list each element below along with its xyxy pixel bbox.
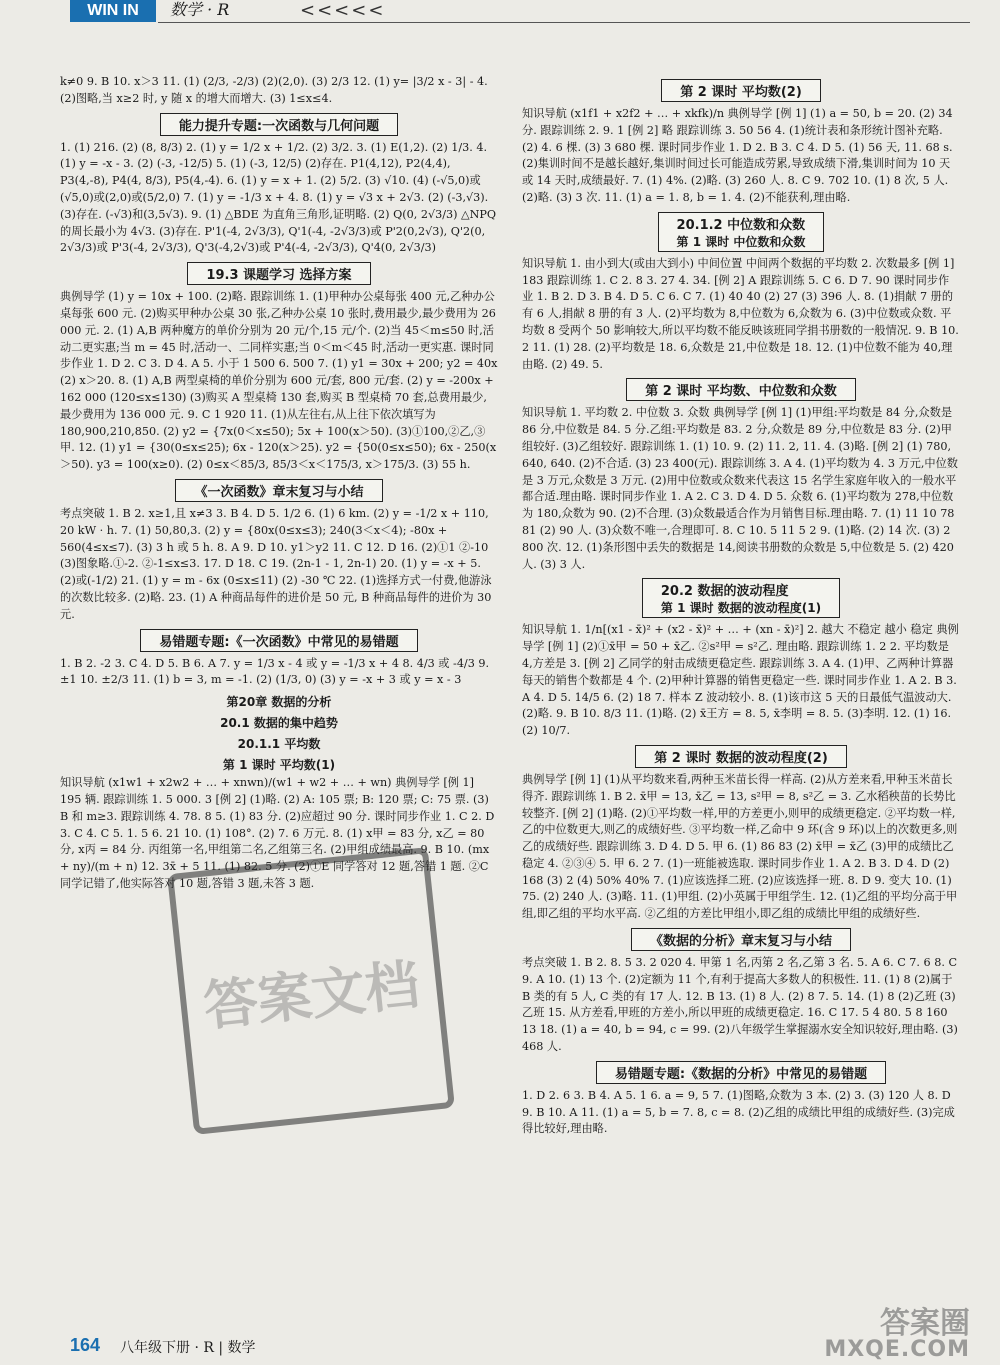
series-logo: WIN IN xyxy=(70,0,156,22)
section-title xyxy=(140,629,417,652)
chapter-heading: 20.1.1 平均数 xyxy=(237,737,321,752)
section-title xyxy=(661,79,821,102)
chapter-heading: 第 1 课时 平均数(1) xyxy=(222,758,336,773)
page-number: 164 xyxy=(70,1335,101,1355)
section-title-text: 易错题专题:《一次函数》中常见的易错题 xyxy=(159,634,399,650)
section-title-text: 易错题专题:《数据的分析》中常见的易错题 xyxy=(614,1066,868,1082)
section-title-text: 20.2 数据的波动程度 xyxy=(660,584,789,600)
answer-paragraph: k≠0 9. B 10. x＞3 11. (1) (2/3, -2/3) (2)(2,0). (3) 2/3 12. (1) y= |3/2 x - 3| - 4. (2)图略,当 x≥2 时, y 随 x 的增大而增大. (3) 1≤x≤4. xyxy=(60,75,488,105)
watermark-stamp: 答案文档 xyxy=(167,847,455,1135)
section-title-text: 第 2 课时 平均数(2) xyxy=(680,85,802,100)
section-subtitle: 第 1 课时 中位数和众数 xyxy=(676,234,806,249)
chevron-decoration-icon: <<<<< xyxy=(300,0,386,21)
section-title xyxy=(626,378,856,401)
section-title-text: 第 2 课时 数据的波动程度(2) xyxy=(654,750,828,766)
header-rule xyxy=(158,22,970,23)
section-title xyxy=(160,113,398,136)
subject-label: 数学 · R xyxy=(170,0,230,19)
section-title xyxy=(596,1061,886,1084)
section-title-text: 第 2 课时 平均数、中位数和众数 xyxy=(645,384,837,400)
section-title xyxy=(658,212,825,252)
answer-paragraph: 考点突破 1. B 2. 8. 5 3. 2 020 4. 甲第 1 名,丙第 2 名,乙第 3 名. 5. A 6. C 7. 6 8. C 9. A 10. (1) 13 个. (2)定额为 11 个,有利于提高大多数人的积极性. 11. (1) 8 (2)属于 B 类的有 5 人, C 类的有 17 人. 12. B 13. (1) 8 人. (2) 8 7. 5. 14. (1) 8 (2)乙班 (3)乙班 15. 从方差看,甲班的方差小,所以甲班的成绩更稳定. 16. C 17. 5 4 80. 5 8 160 13 18. (1) a = 40, b = 94, c = 99. (2)八年级学生掌握溺水安全知识较好,理由略. (3) 468 人. xyxy=(522,956,958,1054)
chapter-heading: 20.1 数据的集中趋势 xyxy=(220,716,338,731)
right-column xyxy=(522,74,960,1304)
watermark-cn: 答案圈 xyxy=(880,1306,970,1341)
answer-paragraph: 1. (1) 216. (2) (8, 8/3) 2. (1) y = 1/2 x + 1/2. (2) 3/2. 3. (1) E(1,2). (2) 1/3. 4. (1) y = -x - 3. (2) (-3, -12/5) 5. (1) (-3, 12/5) (2)存在. P1(4,12), P2(4,4), P3(4,-8), P4(4, 8/3), P5(4,-4). 6. (1) y = x + 1. (2) 5/2. (3) √10. (4) (-√5,0)或(√5,0)或(2,0)或(5/2,0) 7. (1) y = -1/3 x + 4. 8. (1) y = √3 x + 2√3. (2) (-3,√3). (3)存在. (-√3)和(3,5√3). 9. (1) △BDE 为直角三角形,证明略. (2) Q(0, 2√3/3) △NPQ 的周长最小为 4√3. (3)存在. P'1(-4, 2√3/3), Q'1(-4, -2√3/3)或 P'2(0,2√3), Q'2(0, 2√3/3)或 P'3(-4, 2√3/3), Q'3(-4,2√3)或 P'4(-4, -2√3/3), Q'4(0, 2√3/3) xyxy=(60,140,497,255)
answer-paragraph: 知识导航 1. 1/n[(x1 - x̄)² + (x2 - x̄)² + … + (xn - x̄)²] 2. 越大 不稳定 越小 稳定 典例导学 [例 1] (2)①x̄甲 = 50 + x̄乙. ②s²甲 = s²乙. 理由略. 跟踪训练 1. 2 2. 平均数是 4,方差是 3. [例 2] 乙同学的射击成绩更稳定些. 跟踪训练 3. A 4. (1)甲、乙两种计算器每天的销售个数都是 4 个. (2)甲种计算器的销售更稳定一些. 课时同步作业 1. A 2. B 3. A 4. D 5. 14/5 6. (2) 18 7. 样本 Z 波动较小. 8. (1)该市这 5 天的日最低气温波动大. (2)略. 9. B 10. 8/3 11. (1)略. (2) x̄王方 = 8. 5, x̄李明 = 8. 5. (3)李明. 12. (1) 16. (2) 10/7. xyxy=(522,623,959,738)
answer-paragraph: 考点突破 1. B 2. x≥1,且 x≠3 3. B 4. D 5. 1/2 6. (1) 6 km. (2) y = -1/2 x + 110, 20 kW · h. 7. (1) 50,80,3. (2) y = {80x(0≤x≤3); 240(3＜x＜4); -80x + 560(4≤x≤7). (3) 3 h 或 5 h. 8. A 9. D 10. y1＞y2 11. C 12. D 16. (2)①1 ②-10 (3)图象略.①-2. ②-1≤x≤3. 17. D 18. C 19. (2n-1 - 1, 2n-1) 20. (1) y = -x + 5. (2)或(-1/2) 21. (1) y = m - 6x (0≤x≤11) (2) -30 ℃ 22. (1)选择方式一付费,他游泳的次数比较多. (2)略. 23. (1) A 种商品每件的进价是 50 元, B 种商品每件的进价为 30 元. xyxy=(60,506,492,621)
answer-paragraph: 典例导学 (1) y = 10x + 100. (2)略. 跟踪训练 1. (1)甲种办公桌每张 400 元,乙种办公桌每张 600 元. (2)购买甲种办公桌 30 张,乙种办公桌 10 张时,费用最少,最少费用为 26 000 元. 2. (1) A,B 两种魔方的单价分别为 20 元/个,15 元/个. (2)当 45＜m≤50 时,活动二更实惠;当 m = 45 时,活动一、二同样实惠;当 0＜m＜45 时,活动一更实惠. 课时同步作业 1. D 2. C 3. D 4. A 5. 小于 1 500 6. 500 7. (1) y1 = 30x + 200; y2 = 40x (2) x＞20. 8. (1) A,B 两型桌椅的单价分别为 600 元/套, 800 元/套. (2) y = -200x + 162 000 (120≤x≤130) (3)购买 A 型桌椅 130 套,购买 B 型桌椅 70 套,总费用最少,最少费用为 136 000 元. 9. C 1 920 11. (1)从左往右,从上往下依次填写为 180,900,210,850. (2) y2 = {7x(0＜x≤50); 5x + 100(x＞50). (3)①100,②乙,③甲. 12. (1) y1 = {30(0≤x≤25); 6x - 120(x＞25). y2 = {50(0≤x≤50); 6x - 250(x＞50). y3 = 100(x≥0). (2) 0≤x＜85/3, 85/3＜x＜175/3, x＞175/3. (3) 55 h. xyxy=(60,290,498,472)
chapter-heading: 第20章 数据的分析 xyxy=(226,695,332,710)
answer-paragraph: 知识导航 (x1f1 + x2f2 + … + xkfk)/n 典例导学 [例 1] (1) a = 50, b = 20. (2) 34 分. 跟踪训练 2. 9. 1 [例 2] 略 跟踪训练 3. 50 56 4. (1)统计表和条形统计图补充略. (2) 4. 6 棵. (3) 3 680 棵. 课时同步作业 1. D 2. B 3. C 4. D 5. (1) 56 天, 11. 68 s. (2)集训时间不是越长越好,集训时间过长可能造成劳累,导致成绩下滑,集训时间为 10 天或 14 天时,成绩最好. 7. (1) 4%. (2)略. (3) 260 人. 8. C 9. 702 10. (1) 8 次, 5 人. (2)略. (3) 3 次. 11. (1) a = 1. 8, b = 1. 4. (2)不能获利,理由略. xyxy=(522,107,953,204)
section-title xyxy=(642,578,840,618)
site-watermark xyxy=(824,1306,970,1362)
page-header xyxy=(0,0,1000,24)
answer-paragraph: 知识导航 1. 由小到大(或由大到小) 中间位置 中间两个数据的平均数 2. 次数最多 [例 1] 183 跟踪训练 1. C 2. 8 3. 27 4. 34. [例 2] A 跟踪训练 5. C 6. D 7. 90 课时同步作业 1. B 2. D 3. B 4. D 5. C 6. C 7. (1) 40 40 (2) 27 (3) 396 人. 8. (1)捐献 7 册的有 6 人,捐献 8 册的有 3 人. (2)平均数为 8,中位数为 6,众数为 6. (3)中位数或众数. 平均数 8 受两个 50 影响较大,所以平均数不能反映该班同学捐书册数的一般情况. 9. B 10. 2 11. (1) 28. (2)平均数是 18. 6,众数是 21,中位数是 18. 12. (1)中位数不能为 40,理由略. (2) 49. 5. xyxy=(522,256,959,371)
section-title-text: 20.1.2 中位数和众数 xyxy=(676,217,806,233)
section-title-text: 能力提升专题:一次函数与几何问题 xyxy=(178,118,380,134)
answer-paragraph: 知识导航 (x1w1 + x2w2 + … + xnwn)/(w1 + w2 + … + wn) 典例导学 [例 1] 195 辆. 跟踪训练 1. 5 000. 3 [例 2] (1)略. (2) A: 105 票; B: 120 票; C: 75 票. (3) B 和 m≥3. 跟踪训练 4. 78. 8 5. (1) 83 分. (2)应超过 90 分. 课时同步作业 1. C 2. D 3. C 4. C 5. 1. 5 6. 21 10. (1) 108°. (2) 7. 6 万元. 8. (1) x甲 = 83 分, x乙 = 80 分, x丙 = 84 分. 丙组第一名,甲组第二名,乙组第三名. (2)甲组成绩最高. 9. B 10. (mx + ny)/(m + n) 12. 3x̄ + 5 11. (1) 82. 5 分. (2)①E 同学答对 12 题,答错 1 题. ②C 同学记错了,他实际答对 10 题,答错 3 题,未答 3 题. xyxy=(60,776,495,890)
answer-paragraph: 1. B 2. -2 3. C 4. D 5. B 6. A 7. y = 1/3 x - 4 或 y = -1/3 x + 4 8. 4/3 或 -4/3 9. ±1 10. ±2/3 11. (1) b = 3, m = -1. (2) (1/3, 0) (3) y = -x + 3 或 y = x - 3 xyxy=(60,656,490,687)
section-title-text: 《一次函数》章末复习与小结 xyxy=(194,484,364,500)
footer-grade: 八年级下册 · R | 数学 xyxy=(120,1340,256,1356)
section-title xyxy=(635,745,847,768)
section-subtitle: 第 1 课时 数据的波动程度(1) xyxy=(660,601,822,616)
section-title xyxy=(187,262,370,285)
answer-paragraph: 知识导航 1. 平均数 2. 中位数 3. 众数 典例导学 [例 1] (1)甲组:平均数是 84 分,众数是 86 分,中位数是 84. 5 分.乙组:平均数是 83. 2 分,众数是 89 分,中位数是 83 分. (2)甲组较好. (3)乙组较好. 跟踪训练 1. (1) 10. 9. (2) 11. 2, 11. 4. (3)略. [例 2] (1) 780, 640, 640. (2)不合适. (3) 23 400(元). 跟踪训练 3. A 4. (1)平均数为 4. 3 万元,中位数是 3 万元,众数是 3 万元. (2)用中位数或众数来代表这 15 名学生家庭年收入的一般水平都合适.理由略. 课时同步作业 1. A 2. C 3. D 4. D 5. 众数 6. (1)平均数为 278,中位数为 180,众数为 90. (2)不合理. (3)众数最适合作为月销售目标.理由略. 7. (1) 11 10 78 81 (2) 90 人. (3)众数不唯一,合理即可. 8. C 10. 5 11 5 2 9. (1)略. (2) 14 次. (3) 2 800 次. 12. (1)条形图中丢失的数据是 14,阅读书册数的众数是 5,中位数是 5. (2) 420 人. (3) 3 人. xyxy=(522,406,958,571)
answer-paragraph: 1. D 2. 6 3. B 4. A 5. 1 6. a = 9, 5 7. (1)图略,众数为 3 本. (2) 3. (3) 120 人 8. D 9. B 10. A 11. (1) a = 5, b = 7. 8, c = 8. (2)乙组的成绩比甲组的成绩好些. (3)完成得比较好,理由略. xyxy=(522,1088,955,1136)
section-title-text: 《数据的分析》章末复习与小结 xyxy=(649,934,832,950)
answer-paragraph: 典例导学 [例 1] (1)从平均数来看,两种玉米苗长得一样高. (2)从方差来看,甲种玉米苗长得齐. 跟踪训练 1. B 2. x̄甲 = 13, x̄乙 = 13, s²甲 = 8, s²乙 = 3. 乙水稻秧苗的长势比较整齐. [例 2] (1)略. (2)①平均数一样,甲的方差更小,则甲的成绩更稳定. ②平均数一样,乙的中位数更大,则乙的成绩好些. ③平均数一样,乙命中 9 环(含 9 环)以上的次数更多,则乙的成绩好些. 跟踪训练 3. D 4. D 5. 甲 6. (1) 86 83 (2) x̄甲 = x̄乙 (3)甲的成绩比乙稳定 4. ②③④ 5. 甲 6. 2 7. (1)一班能被选取. 课时同步作业 1. A 2. B 3. D 4. D (2) 168 (3) 2 (4) 50% 40% 7. (1)应该选择二班. (2)应该选择一班. 8. D 9. 变大 10. (1) 75. (2) 240 人. (3)略. 11. (1)甲组. (2)小英属于甲组学生. 12. (1)乙组的平均分高于甲组,即乙组的平均水平高. ②乙组的方差比甲组小,即乙组的成绩比甲组的成绩好些. xyxy=(522,772,958,921)
watermark-en: MXQE.COM xyxy=(824,1337,970,1362)
section-title xyxy=(175,479,382,502)
page-footer xyxy=(0,1306,1000,1365)
section-title-text: 19.3 课题学习 选择方案 xyxy=(206,268,352,284)
section-title xyxy=(631,928,851,951)
